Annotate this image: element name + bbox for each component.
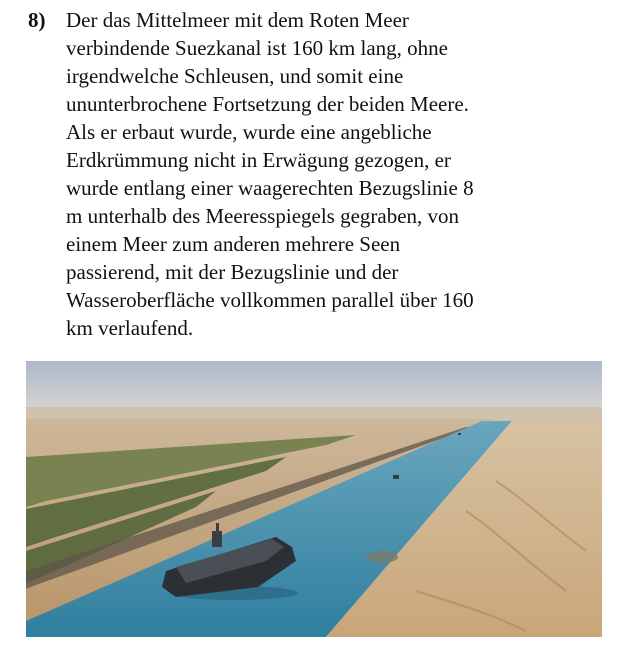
question-text-line: km verlaufend. xyxy=(66,316,194,340)
question-text-line: ununterbrochene Fortsetzung der beiden Meere. xyxy=(66,92,469,116)
question-text xyxy=(66,6,566,342)
question-number: 8) xyxy=(28,8,46,32)
question-text-line: passierend, mit der Bezugslinie und der xyxy=(66,260,399,284)
question-text-line: Erdkrümmung nicht in Erwägung gezogen, er xyxy=(66,148,451,172)
question-text-line: Wasseroberfläche vollkommen parallel über 160 xyxy=(66,288,474,312)
pond xyxy=(366,551,398,563)
suez-canal-illustration xyxy=(26,361,602,637)
question-text-line: m unterhalb des Meeresspiegels gegraben, von xyxy=(66,204,460,228)
distant-ship xyxy=(393,475,399,479)
question-text-line: Der das Mittelmeer mit dem Roten Meer xyxy=(66,8,409,32)
suez-canal-photo xyxy=(26,361,602,637)
question-text-line: einem Meer zum anderen mehrere Seen xyxy=(66,232,401,256)
question-text-line: wurde entlang einer waagerechten Bezugslinie 8 xyxy=(66,176,474,200)
question-text-line: irgendwelche Schleusen, und somit eine xyxy=(66,64,404,88)
question-text-line: verbindende Suezkanal ist 160 km lang, ohne xyxy=(66,36,448,60)
distant-ship xyxy=(458,433,461,435)
question-text-line: Als er erbaut wurde, wurde eine angebliche xyxy=(66,120,432,144)
sky xyxy=(26,361,602,413)
